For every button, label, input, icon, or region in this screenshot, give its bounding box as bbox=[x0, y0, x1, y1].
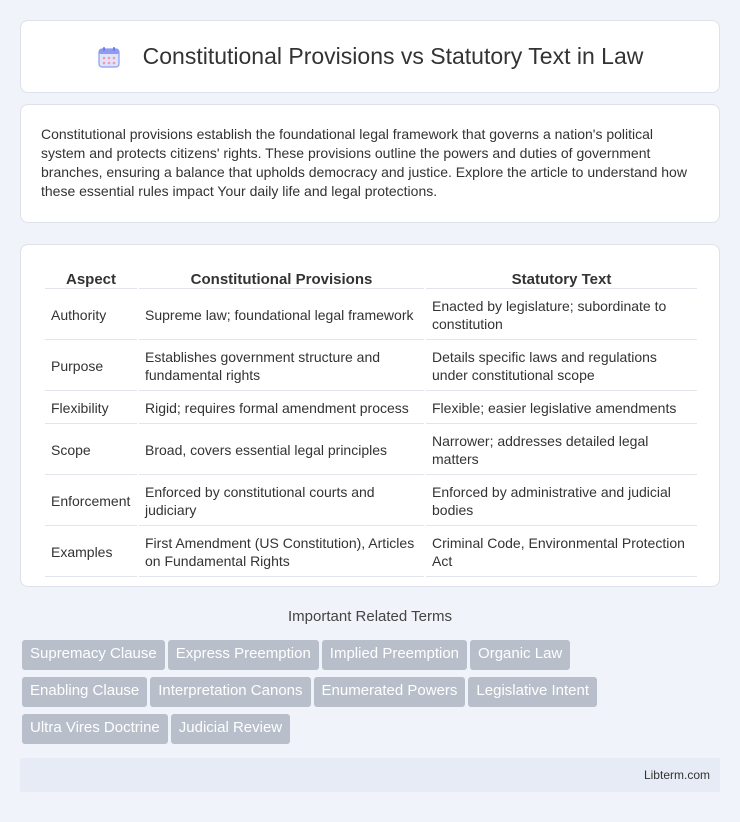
footer-brand-link[interactable]: Libterm.com bbox=[643, 768, 710, 782]
comparison-card bbox=[20, 244, 720, 587]
cell-aspect: Enforcement bbox=[45, 477, 137, 526]
cell-constitutional: Establishes government structure and fundamental rights bbox=[139, 342, 424, 391]
cell-statutory: Criminal Code, Environmental Protection Act bbox=[426, 528, 697, 577]
cell-statutory: Details specific laws and regulations under constitutional scope bbox=[426, 342, 697, 391]
tag-implied-preemption[interactable]: Implied Preemption bbox=[322, 640, 467, 670]
cell-aspect: Scope bbox=[45, 426, 137, 475]
page-title: Constitutional Provisions vs Statutory Text in Law bbox=[142, 43, 644, 69]
related-terms-title: Important Related Terms bbox=[288, 608, 452, 625]
cell-statutory: Flexible; easier legislative amendments bbox=[426, 393, 697, 424]
cell-aspect: Purpose bbox=[45, 342, 137, 391]
cell-constitutional: Supreme law; foundational legal framework bbox=[139, 291, 424, 340]
cell-constitutional: Rigid; requires formal amendment process bbox=[139, 393, 424, 424]
header-aspect: Aspect bbox=[45, 267, 137, 289]
table-row bbox=[45, 342, 697, 391]
tag-organic-law[interactable]: Organic Law bbox=[470, 640, 570, 670]
cell-aspect: Flexibility bbox=[45, 393, 137, 424]
cell-aspect: Authority bbox=[45, 291, 137, 340]
tag-express-preemption[interactable]: Express Preemption bbox=[168, 640, 319, 670]
cell-statutory: Enforced by administrative and judicial bodies bbox=[426, 477, 697, 526]
tag-ultra-vires-doctrine[interactable]: Ultra Vires Doctrine bbox=[22, 714, 168, 744]
comparison-table bbox=[43, 265, 699, 579]
cell-constitutional: Enforced by constitutional courts and judiciary bbox=[139, 477, 424, 526]
cell-statutory: Enacted by legislature; subordinate to constitution bbox=[426, 291, 697, 340]
table-row bbox=[45, 291, 697, 340]
footer bbox=[20, 758, 720, 792]
intro-card bbox=[20, 104, 720, 223]
title-card bbox=[20, 20, 720, 93]
table-row bbox=[45, 477, 697, 526]
tag-enumerated-powers[interactable]: Enumerated Powers bbox=[314, 677, 466, 707]
cell-constitutional: Broad, covers essential legal principles bbox=[139, 426, 424, 475]
tag-supremacy-clause[interactable]: Supremacy Clause bbox=[22, 640, 165, 670]
cell-aspect: Examples bbox=[45, 528, 137, 577]
table-row bbox=[45, 528, 697, 577]
header-statutory: Statutory Text bbox=[426, 267, 697, 289]
cell-constitutional: First Amendment (US Constitution), Articles on Fundamental Rights bbox=[139, 528, 424, 577]
tag-judicial-review[interactable]: Judicial Review bbox=[171, 714, 290, 744]
cell-statutory: Narrower; addresses detailed legal matters bbox=[426, 426, 697, 475]
related-terms-list bbox=[22, 640, 722, 751]
header-constitutional: Constitutional Provisions bbox=[139, 267, 424, 289]
table-row bbox=[45, 426, 697, 475]
intro-text: Constitutional provisions establish the foundational legal framework that governs a nation's political system and protects citizens' rights. These provisions outline the powers and duties of government branches, ensuring a balance that upholds democracy and justice. Explore the article to understand how these essential rules impact Your daily life and legal protections. bbox=[41, 126, 687, 199]
table-row bbox=[45, 393, 697, 424]
table-header-row bbox=[45, 267, 697, 289]
calendar-icon bbox=[97, 45, 121, 69]
tag-interpretation-canons[interactable]: Interpretation Canons bbox=[150, 677, 310, 707]
tag-legislative-intent[interactable]: Legislative Intent bbox=[468, 677, 597, 707]
tag-enabling-clause[interactable]: Enabling Clause bbox=[22, 677, 147, 707]
